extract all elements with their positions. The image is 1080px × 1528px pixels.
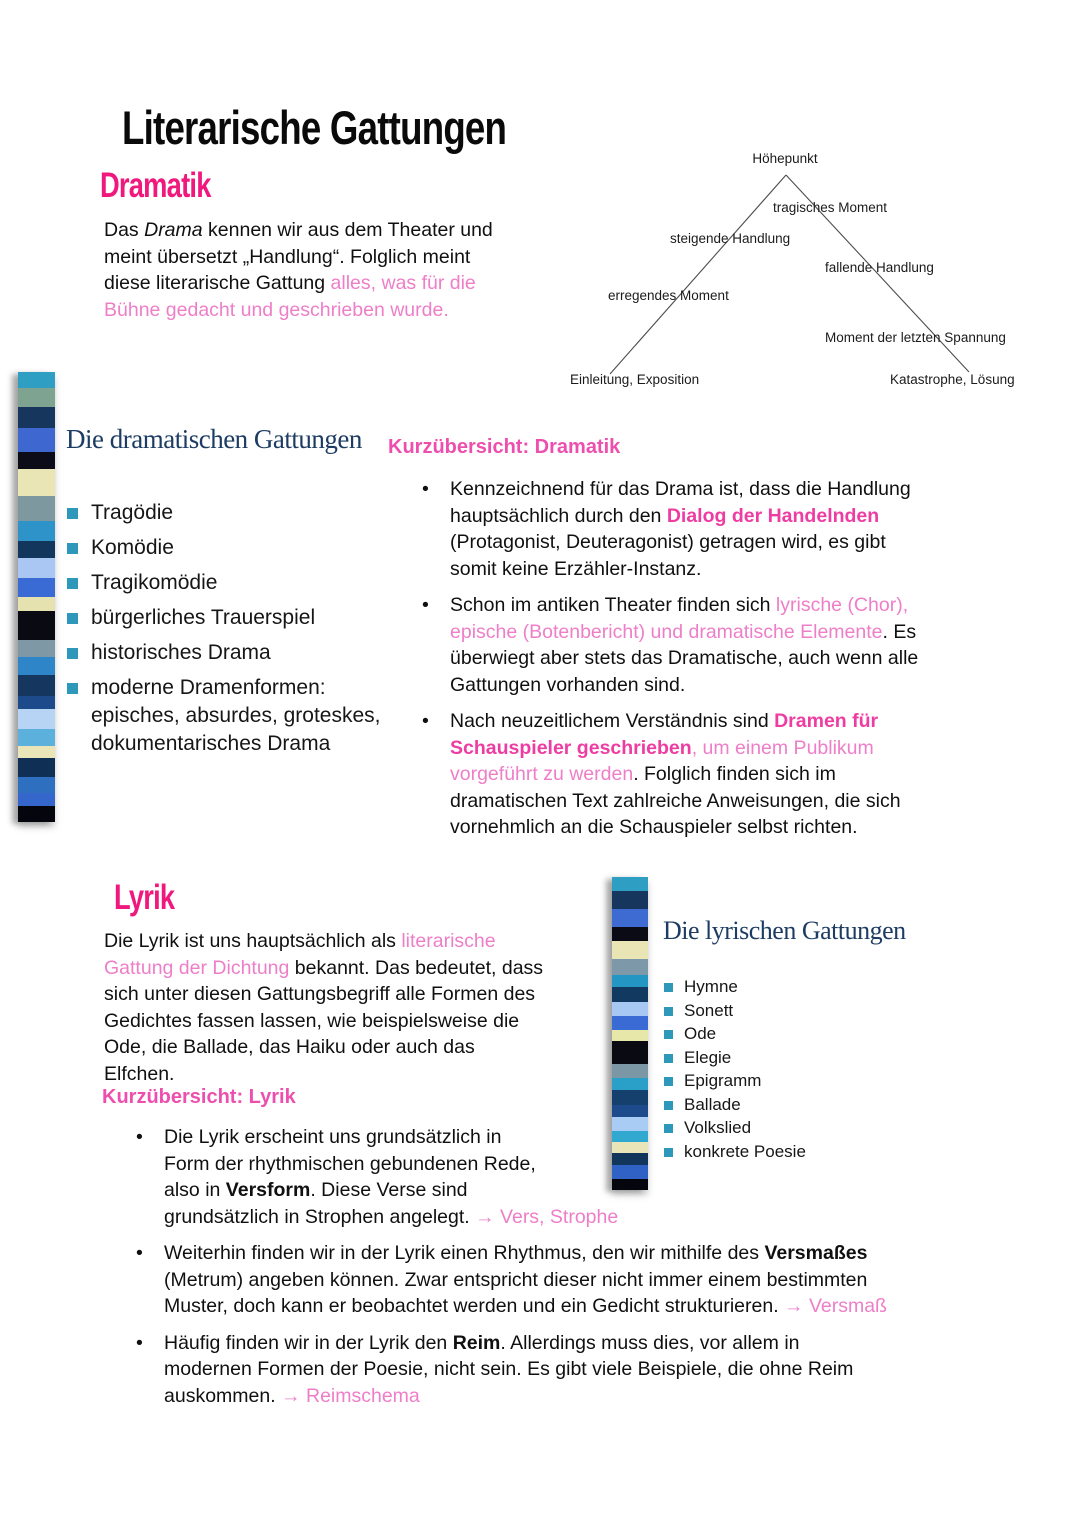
- list-item: [422, 592, 1022, 698]
- strip-color-block: [18, 597, 55, 611]
- strip-color-block: [18, 793, 55, 807]
- strip-color-block: [18, 578, 55, 597]
- pyramid-label: tragisches Moment: [773, 200, 888, 215]
- strip-color-block: [18, 558, 55, 577]
- list-item: [136, 1124, 1026, 1230]
- pyramid-label: Höhepunkt: [752, 151, 818, 166]
- strip-color-block: [612, 891, 648, 909]
- strip-color-block: [18, 452, 55, 469]
- list-item: Ballade: [664, 1094, 964, 1117]
- bullet-text: Die Lyrik erscheint uns grundsätzlich in Form der rhythmischen gebundenen Rede, also in Versform. Diese Verse sind grundsätzlich in Strophen angelegt. → Vers, Strophe: [164, 1126, 619, 1228]
- square-bullet-icon: [67, 648, 78, 659]
- strip-color-block: [18, 388, 55, 407]
- pyramid-label: Einleitung, Exposition: [570, 372, 700, 387]
- square-bullet-icon: [664, 1077, 673, 1086]
- strip-color-block: [612, 909, 648, 927]
- strip-color-block: [612, 941, 648, 959]
- strip-color-block: [18, 657, 55, 674]
- square-bullet-icon: [664, 1030, 673, 1039]
- lyrik-overview-list: [136, 1124, 1026, 1419]
- bullet-dot-icon: •: [136, 1242, 143, 1264]
- strip-color-block: [18, 640, 55, 657]
- square-bullet-icon: [664, 1007, 673, 1016]
- strip-color-block: [612, 1078, 648, 1090]
- list-item: Hymne: [664, 976, 964, 999]
- list-item: bürgerliches Trauerspiel: [67, 604, 417, 632]
- list-item: Epigramm: [664, 1070, 964, 1093]
- strip-color-block: [18, 496, 55, 521]
- kurzuebersicht-lyrik-heading: Kurzübersicht: Lyrik: [102, 1086, 296, 1108]
- pyramid-label: fallende Handlung: [825, 260, 934, 275]
- strip-color-block: [18, 777, 55, 793]
- square-bullet-icon: [67, 508, 78, 519]
- strip-color-block: [612, 877, 648, 891]
- pyramid-line: [610, 175, 786, 374]
- freytag-pyramid-diagram: [553, 135, 1033, 397]
- bullet-text: Kennzeichnend für das Drama ist, dass die Handlung hauptsächlich durch den Dialog der Handelnden (Protagonist, Deuteragonist) getragen wird, es gibt somit keine Erzähler-Instanz.: [450, 478, 911, 580]
- square-bullet-icon: [664, 1101, 673, 1110]
- bullet-text: Schon im antiken Theater finden sich lyrische (Chor), epische (Botenbericht) und dramatische Elemente. Es überwiegt aber stets das Dramatische, auch wenn alle Gattungen vorhanden sind.: [450, 594, 919, 696]
- strip-color-block: [612, 1105, 648, 1117]
- bullet-text: Nach neuzeitlichem Verständnis sind Dramen für Schauspieler geschrieben, um einem Publikum vorgeführt zu werden. Folglich finden sich im dramatischen Text zahlreiche Anweisungen, die sich vornehmlich an die Schauspieler selbst richten.: [450, 710, 901, 838]
- strip-color-block: [612, 1041, 648, 1064]
- strip-color-block: [612, 1064, 648, 1078]
- pyramid-label: Moment der letzten Spannung: [825, 330, 1006, 345]
- square-bullet-icon: [664, 983, 673, 992]
- square-bullet-icon: [67, 578, 78, 589]
- section-heading-lyrik: Lyrik: [114, 878, 175, 917]
- strip-color-block: [18, 372, 55, 388]
- strip-color-block: [612, 975, 648, 987]
- strip-color-block: [612, 1030, 648, 1041]
- square-bullet-icon: [67, 683, 78, 694]
- bullet-dot-icon: •: [136, 1331, 143, 1354]
- list-item: Komödie: [67, 534, 417, 562]
- list-item: historisches Drama: [67, 639, 417, 667]
- list-item: [136, 1330, 1026, 1410]
- strip-color-block: [612, 1090, 648, 1104]
- bullet-dot-icon: •: [422, 478, 429, 500]
- strip-color-block: [18, 469, 55, 496]
- strip-color-block: [612, 1002, 648, 1016]
- list-item: Sonett: [664, 1000, 964, 1023]
- dramatic-genres-slide-heading: Die dramatischen Gattungen: [66, 424, 362, 454]
- list-item: moderne Dramenformen: episches, absurdes, groteskes, dokumentarisches Drama: [67, 674, 417, 758]
- list-item: [136, 1240, 1026, 1320]
- strip-color-block: [612, 959, 648, 975]
- dramatic-genres-list: [67, 499, 417, 765]
- square-bullet-icon: [67, 613, 78, 624]
- strip-color-block: [18, 675, 55, 696]
- film-strip-left: [18, 372, 55, 822]
- square-bullet-icon: [67, 543, 78, 554]
- list-item: [422, 476, 1022, 582]
- list-item: [422, 708, 1022, 841]
- bullet-dot-icon: •: [422, 710, 429, 732]
- strip-color-block: [612, 1016, 648, 1030]
- lyric-genres-slide-heading: Die lyrischen Gattungen: [663, 916, 906, 945]
- bullet-text: Weiterhin finden wir in der Lyrik einen Rhythmus, den wir mithilfe des Versmaßes (Metrum) angeben können. Zwar entspricht dieser nicht immer einem bestimmten Muster, doch kann er beobachtet werden und ein Gedicht strukturieren. → Versmaß: [164, 1242, 887, 1317]
- list-item: Tragödie: [67, 499, 417, 527]
- square-bullet-icon: [664, 1054, 673, 1063]
- list-item: Ode: [664, 1023, 964, 1046]
- strip-color-block: [18, 806, 55, 822]
- strip-color-block: [18, 541, 55, 558]
- pyramid-label: Katastrophe, Lösung: [890, 372, 1015, 387]
- strip-color-block: [18, 758, 55, 777]
- page-title: Literarische Gattungen: [122, 101, 507, 154]
- list-item: Elegie: [664, 1047, 964, 1070]
- dramatik-intro-paragraph: Das Drama kennen wir aus dem Theater und meint übersetzt „Handlung“. Folglich meint diese literarische Gattung alles, was für die Bühne gedacht und geschrieben wurde.: [104, 219, 493, 321]
- dramatik-overview-list: [422, 476, 1022, 851]
- pyramid-label: erregendes Moment: [608, 288, 729, 303]
- strip-color-block: [18, 746, 55, 758]
- strip-color-block: [18, 407, 55, 428]
- pyramid-label: steigende Handlung: [670, 231, 791, 246]
- strip-color-block: [18, 729, 55, 746]
- strip-color-block: [18, 709, 55, 728]
- strip-color-block: [18, 428, 55, 451]
- list-item: Volkslied: [664, 1117, 964, 1140]
- bullet-text: Häufig finden wir in der Lyrik den Reim. Allerdings muss dies, vor allem in modernen Formen der Poesie, nicht sein. Es gibt viele Beispiele, die ohne Reim auskommen. → Reimschema: [164, 1331, 854, 1407]
- strip-color-block: [18, 611, 55, 640]
- strip-color-block: [612, 927, 648, 941]
- section-heading-dramatik: Dramatik: [100, 166, 211, 205]
- list-item: konkrete Poesie: [664, 1141, 964, 1164]
- bullet-dot-icon: •: [136, 1126, 143, 1148]
- kurzuebersicht-dramatik-heading: Kurzübersicht: Dramatik: [388, 436, 621, 458]
- lyrik-intro-paragraph: Die Lyrik ist uns hauptsächlich als literarische Gattung der Dichtung bekannt. Das bedeutet, dass sich unter diesen Gattungsbegriff alle Formen des Gedichtes fassen lassen, wie beispielsweise die Ode, die Ballade, das Haiku oder auch das Elfchen.: [104, 930, 544, 1085]
- bullet-dot-icon: •: [422, 594, 429, 616]
- strip-color-block: [612, 987, 648, 1001]
- strip-color-block: [18, 696, 55, 710]
- strip-color-block: [18, 521, 55, 540]
- list-item: Tragikomödie: [67, 569, 417, 597]
